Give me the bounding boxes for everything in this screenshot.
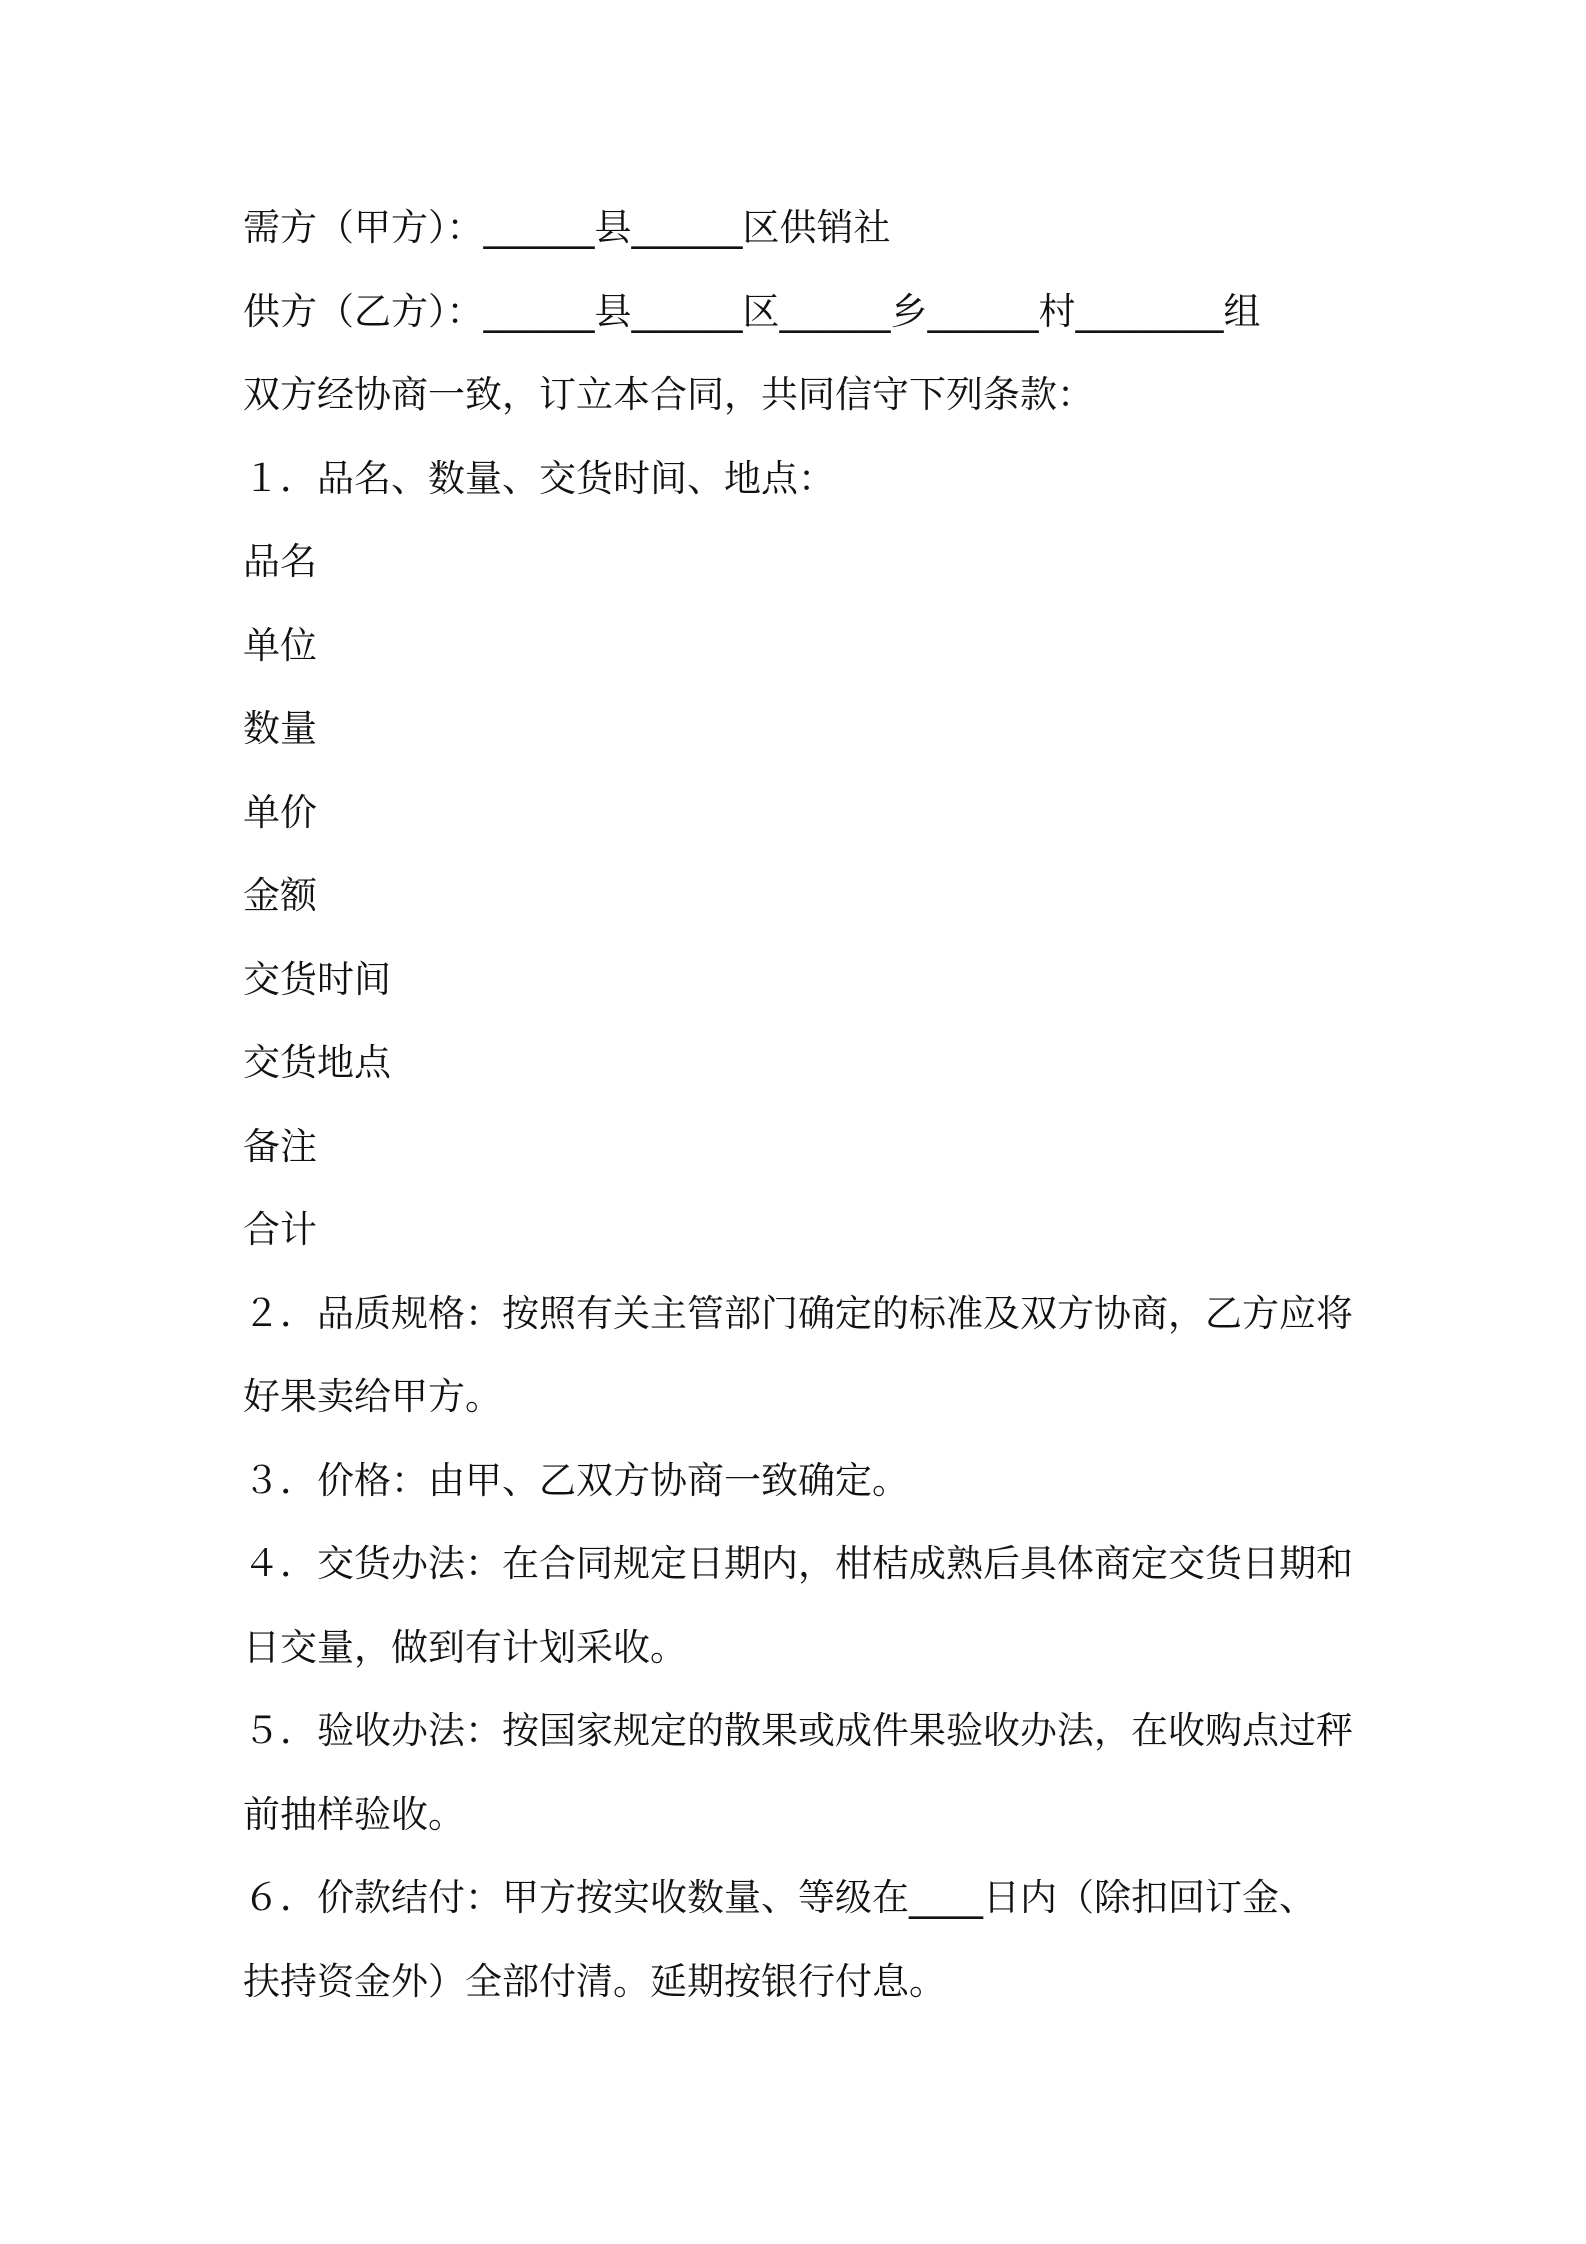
field-total: 合计 [243,1208,317,1251]
field-delivery-place: 交货地点 [243,1041,391,1084]
clause-4-line-2: 日交量，做到有计划采收。 [243,1625,687,1669]
clause-2-line-1: ２．品质规格：按照有关主管部门确定的标准及双方协商，乙方应将 [243,1291,1353,1335]
clause-4-line-1: ４．交货办法：在合同规定日期内，柑桔成熟后具体商定交货日期和 [243,1542,1353,1585]
seller-line: 供方（乙方）：______县______区______乡______村________组 [243,289,1261,333]
field-remarks: 备注 [243,1124,317,1168]
clause-5-line-1: ５．验收办法：按国家规定的散果或成件果验收办法，在收购点过秤 [243,1709,1353,1752]
contract-body [243,200,1363,2037]
field-amount: 金额 [243,874,317,917]
clause-5-line-2: 前抽样验收。 [243,1792,465,1836]
clause-2-line-2: 好果卖给甲方。 [243,1375,502,1418]
field-product-name: 品名 [243,540,317,583]
field-unit-price: 单价 [243,790,317,834]
field-quantity: 数量 [243,707,317,750]
clause-3: ３．价格：由甲、乙双方协商一致确定。 [243,1458,909,1502]
clause-1-heading: １．品名、数量、交货时间、地点： [243,456,835,500]
buyer-line: 需方（甲方）：______县______区供销社 [243,206,891,249]
field-unit: 单位 [243,623,317,667]
clause-6-line-2: 扶持资金外）全部付清。延期按银行付息。 [243,1959,946,2003]
clause-6-line-1: ６．价款结付：甲方按实收数量、等级在____日内（除扣回订金、 [243,1876,1316,1919]
agreement-intro: 双方经协商一致，订立本合同，共同信守下列条款： [243,373,1094,416]
field-delivery-time: 交货时间 [243,957,391,1001]
